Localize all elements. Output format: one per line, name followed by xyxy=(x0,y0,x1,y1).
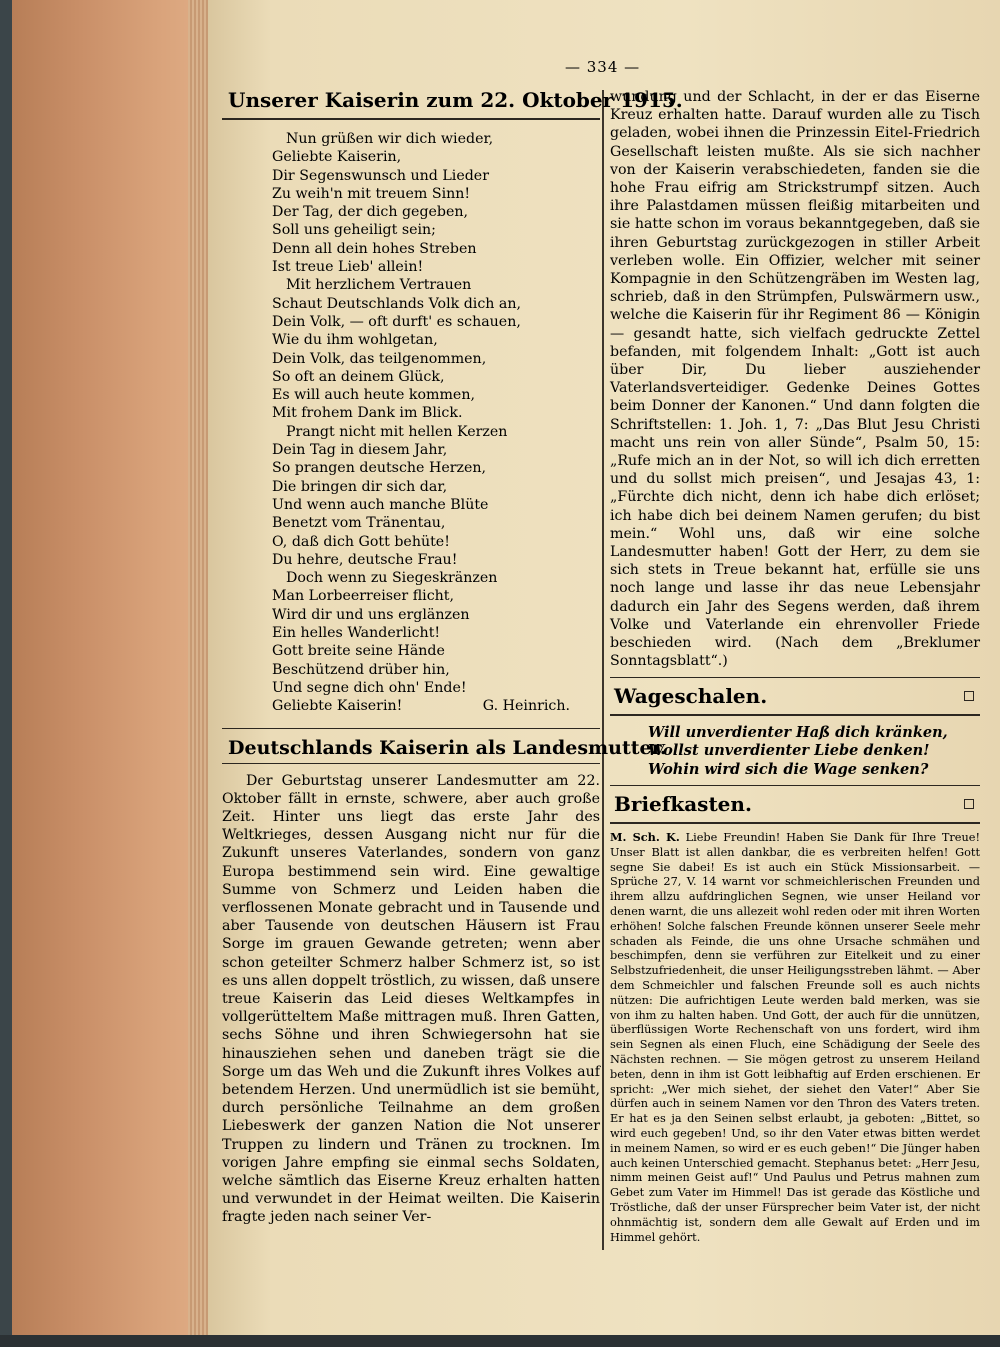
wageschalen-title: Wageschalen. xyxy=(614,683,768,708)
poem-line: Der Tag, der dich gegeben, xyxy=(272,204,469,221)
briefkasten-header xyxy=(610,785,980,824)
poem-line: Man Lorbeerreiser flicht, xyxy=(272,588,455,605)
poem-line: Soll uns geheiligt sein; xyxy=(272,222,436,239)
poem-line: Und wenn auch manche Blüte xyxy=(272,496,489,513)
section-divider xyxy=(222,763,600,764)
briefkasten-text xyxy=(610,830,980,1245)
poem-line: Dein Volk, das teilgenommen, xyxy=(272,350,487,367)
poem-line: Beschützend drüber hin, xyxy=(272,661,450,678)
verse-line: Wollst unverdienter Liebe denken! xyxy=(648,742,930,759)
poem-line: Nun grüßen wir dich wieder, xyxy=(286,131,494,147)
poem-line: So prangen deutsche Herzen, xyxy=(272,460,487,477)
book-page-edges xyxy=(12,0,208,1335)
poem-line: Doch wenn zu Siegeskränzen xyxy=(286,570,498,587)
page-number: — 334 — xyxy=(565,58,641,76)
poem-line: Ist treue Lieb' allein! xyxy=(272,259,424,276)
table-shadow xyxy=(0,1335,1000,1347)
poem-line: Gott breite seine Hände xyxy=(272,643,445,660)
square-ornament-icon xyxy=(964,799,974,809)
poem-line: Mit frohem Dank im Blick. xyxy=(272,405,463,422)
poem-line: Dir Segenswunsch und Lieder xyxy=(272,167,489,184)
poem-line: Schaut Deutschlands Volk dich an, xyxy=(272,295,522,312)
poem-line: Dein Tag in diesem Jahr, xyxy=(272,442,448,459)
essay-title: Deutschlands Kaiserin als Landesmutter. xyxy=(228,736,667,759)
poem-line: Du hehre, deutsche Frau! xyxy=(272,551,458,568)
right-column xyxy=(610,88,980,1245)
column-divider xyxy=(602,90,604,1250)
poem-line: Ein helles Wanderlicht! xyxy=(272,625,441,642)
essay-text-right: wundung und der Schlacht, in der er das Eiserne Kreuz erhalten hatte. Darauf wurden alle zu Tisch geladen, wobei ihnen die Prinzessin Eitel-Friedrich Gesellschaft leisten mußte. Als sie sich nachher von der Kaiserin verabschiedeten, fanden sie die hohe Frau eifrig am Strickstrumpf sitzen. Auch ihre Palastdamen müssen fleißig mitarbeiten und sie hatte schon im voraus bekanntgegeben, daß sie ihren Geburtstag zurückgezogen in stiller Arbeit verleben wolle. Ein Offizier, welcher mit seiner Kompagnie in den Schützengräben im Westen lag, schrieb, daß in den Strümpfen, Pulswärmern usw., welche die Kaiserin für ihr Regiment 86 — Königin — gesandt hatte, sich vielfach gedruckte Zettel befanden, mit folgendem Inhalt: „Gott ist auch über Dir, Du lieber ausziehender Vaterlandsverteidiger. Gedenke Deines Gottes beim Donner der Kanonen.“ Und dann folgten die Schriftstellen: 1. Joh. 1, 7: „Das Blut Jesu Christi macht uns rein von aller Sünde“, Psalm 50, 15: „Rufe mich an in der Not, so will ich dich erretten und du sollst mich preisen“, und Jesajas 43, 1: „Fürchte dich nicht, denn ich habe dich erlöset; ich habe dich bei deinem Namen gerufen; du bist mein.“ Wohl uns, daß wir eine solche Landesmutter haben! Gott der Herr, zu dem sie sich stets in Treue bekannt hat, erfülle sie uns noch lange und lasse ihr das neue Lebensjahr dadurch ein Jahr des Segens werden, daß ihrem Volke und Vaterlande ein ehrenvoller Friede beschieden wird. (Nach dem „Breklumer Sonntagsblatt“.) xyxy=(610,89,980,670)
poem-line: Die bringen dir sich dar, xyxy=(272,478,448,495)
section-divider xyxy=(222,728,600,729)
poem-line: Wird dir und uns erglänzen xyxy=(272,606,470,623)
poem-line: Und segne dich ohn' Ende! xyxy=(272,679,467,696)
verse-line: Will unverdienter Haß dich kränken, xyxy=(648,723,948,741)
poem-line: Prangt nicht mit hellen Kerzen xyxy=(286,423,508,440)
briefkasten-title: Briefkasten. xyxy=(614,792,752,816)
poem-line: Es will auch heute kommen, xyxy=(272,387,475,404)
poem-title: Unserer Kaiserin zum 22. Oktober 1915. xyxy=(222,88,600,120)
square-ornament-icon xyxy=(964,691,974,701)
verse-line: Wohin wird sich die Wage senken? xyxy=(648,760,929,778)
briefkasten-addressee: M. Sch. K. xyxy=(610,830,680,844)
poem-line: Denn all dein hohes Streben xyxy=(272,240,477,257)
poem-last-line: Geliebte Kaiserin! xyxy=(272,698,403,715)
poem-line: Wie du ihm wohlgetan, xyxy=(272,332,438,349)
poem-line: Geliebte Kaiserin, xyxy=(272,149,402,166)
wageschalen-header xyxy=(610,677,980,716)
briefkasten-body: Liebe Freundin! Haben Sie Dank für Ihre Treue! Unser Blatt ist allen dankbar, die es verbreiten helfen! Gott segne Sie dabei! Es ist auch ein Stück Missionsarbeit. — Sprüche 27, V. 14 warnt vor schmeichlerischen Freunden und ihrem allzu aufdringlichen Segnen, wie unser Heiland vor denen warnt, die uns allezeit wohl reden oder mit ihren Worten erhöhen! Solche falschen Freunde können unserer Seele mehr schaden als Feinde, die uns ohne Ursache schmähen und beschimpfen, denn sie verführen zur Eitelkeit und zu einer Selbstzufriedenheit, die unser Heiligungsstreben lähmt. — Aber dem Schmeichler und falschen Freunde soll es auch nichts nützen: Die aufrichtigen Leute werden bald merken, was sie von ihm zu halten haben. Und Gott, der auch für die unnützen, überflüssigen Worte Rechenschaft von uns fordert, wird ihm sein Segnen als einen Fluch, eine Schädigung der Seele des Nächsten rechnen. — Sie mögen getrost zu unserem Heiland beten, denn in ihm ist Gott leibhaftig auf Erden erschienen. Er spricht: „Wer mich siehet, der siehet den Vater!“ Aber Sie dürfen auch in seinem Namen vor den Thron des Vaters treten. Er hat es ja den Seinen selbst erlaubt, ja geboten: „Bittet, so wird euch gegeben! Und, so ihr den Vater etwas bitten werdet in meinem Namen, so wird er es euch geben!“ Die Jünger haben auch keinen Unterschied gemacht. Stephanus betet: „Herr Jesu, nimm meinen Geist auf!“ Und Paulus und Petrus mahnen zum Gebet zum Vater im Himmel! Das ist gerade das Köstliche und Tröstliche, daß der unser Fürsprecher beim Vater ist, der nicht ohnmächtig ist, sondern dem alle Gewalt auf Erden und im Himmel gehört. xyxy=(610,831,980,1244)
poem-line: O, daß dich Gott behüte! xyxy=(272,533,450,550)
poem-line: Benetzt vom Tränentau, xyxy=(272,515,446,532)
wageschalen-verse xyxy=(648,724,980,780)
book-cover-edge xyxy=(0,0,12,1347)
poem-line: Dein Volk, — oft durft' es schauen, xyxy=(272,313,521,330)
page-stack-lines xyxy=(188,0,210,1335)
poem-body xyxy=(272,130,600,697)
poem-line: Zu weih'n mit treuem Sinn! xyxy=(272,185,471,202)
poem-author: G. Heinrich. xyxy=(482,698,570,715)
poem-line: So oft an deinem Glück, xyxy=(272,368,445,385)
poem-line: Mit herzlichem Vertrauen xyxy=(286,277,472,294)
essay-text-left: Der Geburtstag unserer Landesmutter am 22. Oktober fällt in ernste, schwere, aber auch große Zeit. Hinter uns liegt das erste Jahr des Weltkrieges, dessen Ausgang nicht nur für die Zukunft unseres Vaterlandes, sondern von ganz Europa bestimmend sein wird. Eine gewaltige Summe von Schmerz und Leiden haben die verflossenen Monate gebracht und in Tausende und aber Tausende von deutschen Häusern ist Frau Sorge im grauen Gewande getreten; wenn aber schon geteilter Schmerz halber Schmerz ist, so ist es uns allen doppelt tröstlich, zu wissen, daß unsere treue Kaiserin das Leid dieses Weltkampfes in vollgerütteltem Maße mittragen muß. Ihren Gatten, sechs Söhne und ihren Schwiegersohn hat sie hinausziehen sehen und daneben trägt sie die Sorge um das Weh und die Zukunft ihres Volkes auf betendem Herzen. Und unermüdlich ist sie bemüht, durch persönliche Teilnahme an dem großen Liebeswerk der ganzen Nation die Not unserer Truppen zu lindern und Tränen zu trocknen. Im vorigen Jahre empfing sie einmal sechs Soldaten, welche sämtlich das Eiserne Kreuz erhalten hatten und verwundet in der Heimat weilten. Die Kaiserin fragte jeden nach seiner Ver- xyxy=(222,772,600,1226)
poem-signature-row xyxy=(272,697,600,715)
